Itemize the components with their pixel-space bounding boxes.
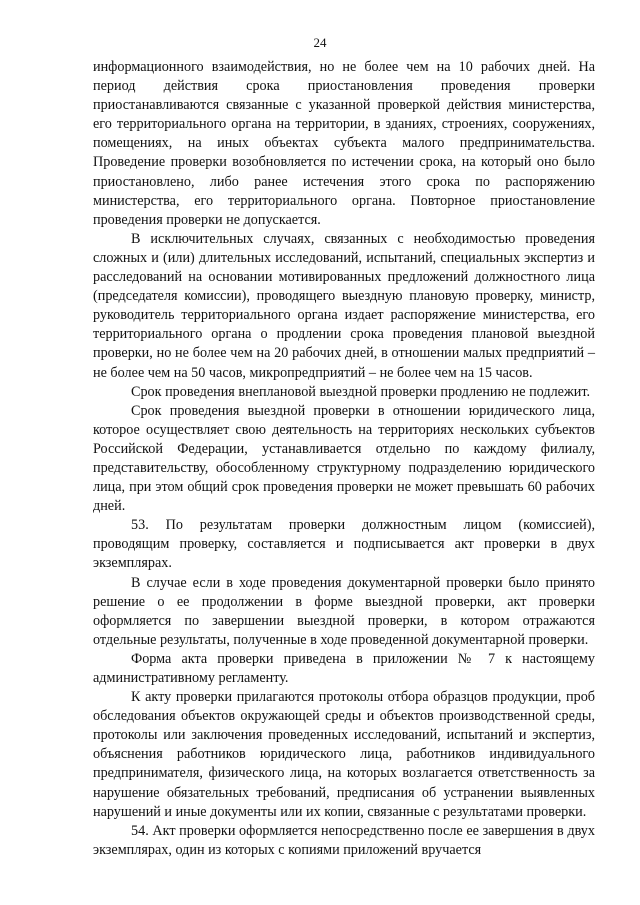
paragraph: Срок проведения внеплановой выездной проверки продлению не подлежит.: [131, 383, 591, 400]
paragraph: К акту проверки прилагаются протоколы отбора образцов продукции, проб обследования объектов окружающей среды и объектов производственной среды, протоколы или заключения проведенных исследований, испытаний и экспертиз, объяснения работников юридического лица, работников индивидуального предпринимателя, физического лица, на которых возлагается ответственность за нарушение обязательных требований, предписания об устранении выявленных нарушений и иные документы или их копии, связанные с результатами проверки.: [93, 689, 595, 820]
paragraph: В случае если в ходе проведения документарной проверки было принято решение о ее продолжении в форме выездной проверки, акт проверки оформляется по завершении выездной проверки, в котором отражаются отдельные результаты, полученные в ходе проведенной документарной проверки.: [93, 574, 595, 648]
document-body: [93, 58, 595, 860]
paragraph: Форма акта проверки приведена в приложении № 7 к настоящему административному регламенту.: [93, 650, 595, 686]
paragraph: В исключительных случаях, связанных с необходимостью проведения сложных и (или) длительных исследований, испытаний, специальных экспертиз и расследований на основании мотивированных предложений должностного лица (председателя комиссии), проводящего выездную плановую проверку, министр, руководитель территориального органа издает распоряжение министерства, его территориального органа о продлении срока проведения плановой выездной проверки, но не более чем на 20 рабочих дней, в отношении малых предприятий – не более чем на 50 часов, микропредприятий – не более чем на 15 часов.: [93, 230, 595, 381]
paragraph: 54. Акт проверки оформляется непосредственно после ее завершения в двух экземплярах, один из которых с копиями приложений вручается: [93, 822, 595, 858]
paragraph: 53. По результатам проверки должностным лицом (комиссией), проводящим проверку, составляется и подписывается акт проверки в двух экземплярах.: [93, 517, 595, 572]
paragraph: Срок проведения выездной проверки в отношении юридического лица, которое осуществляет свою деятельность на территориях нескольких субъектов Российской Федерации, устанавливается отдельно по каждому филиалу, представительству, обособленному структурному подразделению юридического лица, при этом общий срок проведения проверки не может превышать 60 рабочих дней.: [93, 402, 595, 515]
paragraph: информационного взаимодействия, но не более чем на 10 рабочих дней. На период действия срока приостановления проведения проверки приостанавливаются связанные с указанной проверкой действия министерства, его территориального органа на территории, в зданиях, строениях, сооружениях, помещениях, на иных объектах субъекта малого предпринимательства. Проведение проверки возобновляется по истечении срока, на который оно было приостановлено, либо ранее истечения этого срока по распоряжению министерства, его территориального органа. Повторное приостановление проведения проверки не допускается.: [93, 59, 595, 228]
page-number: 24: [313, 35, 327, 50]
